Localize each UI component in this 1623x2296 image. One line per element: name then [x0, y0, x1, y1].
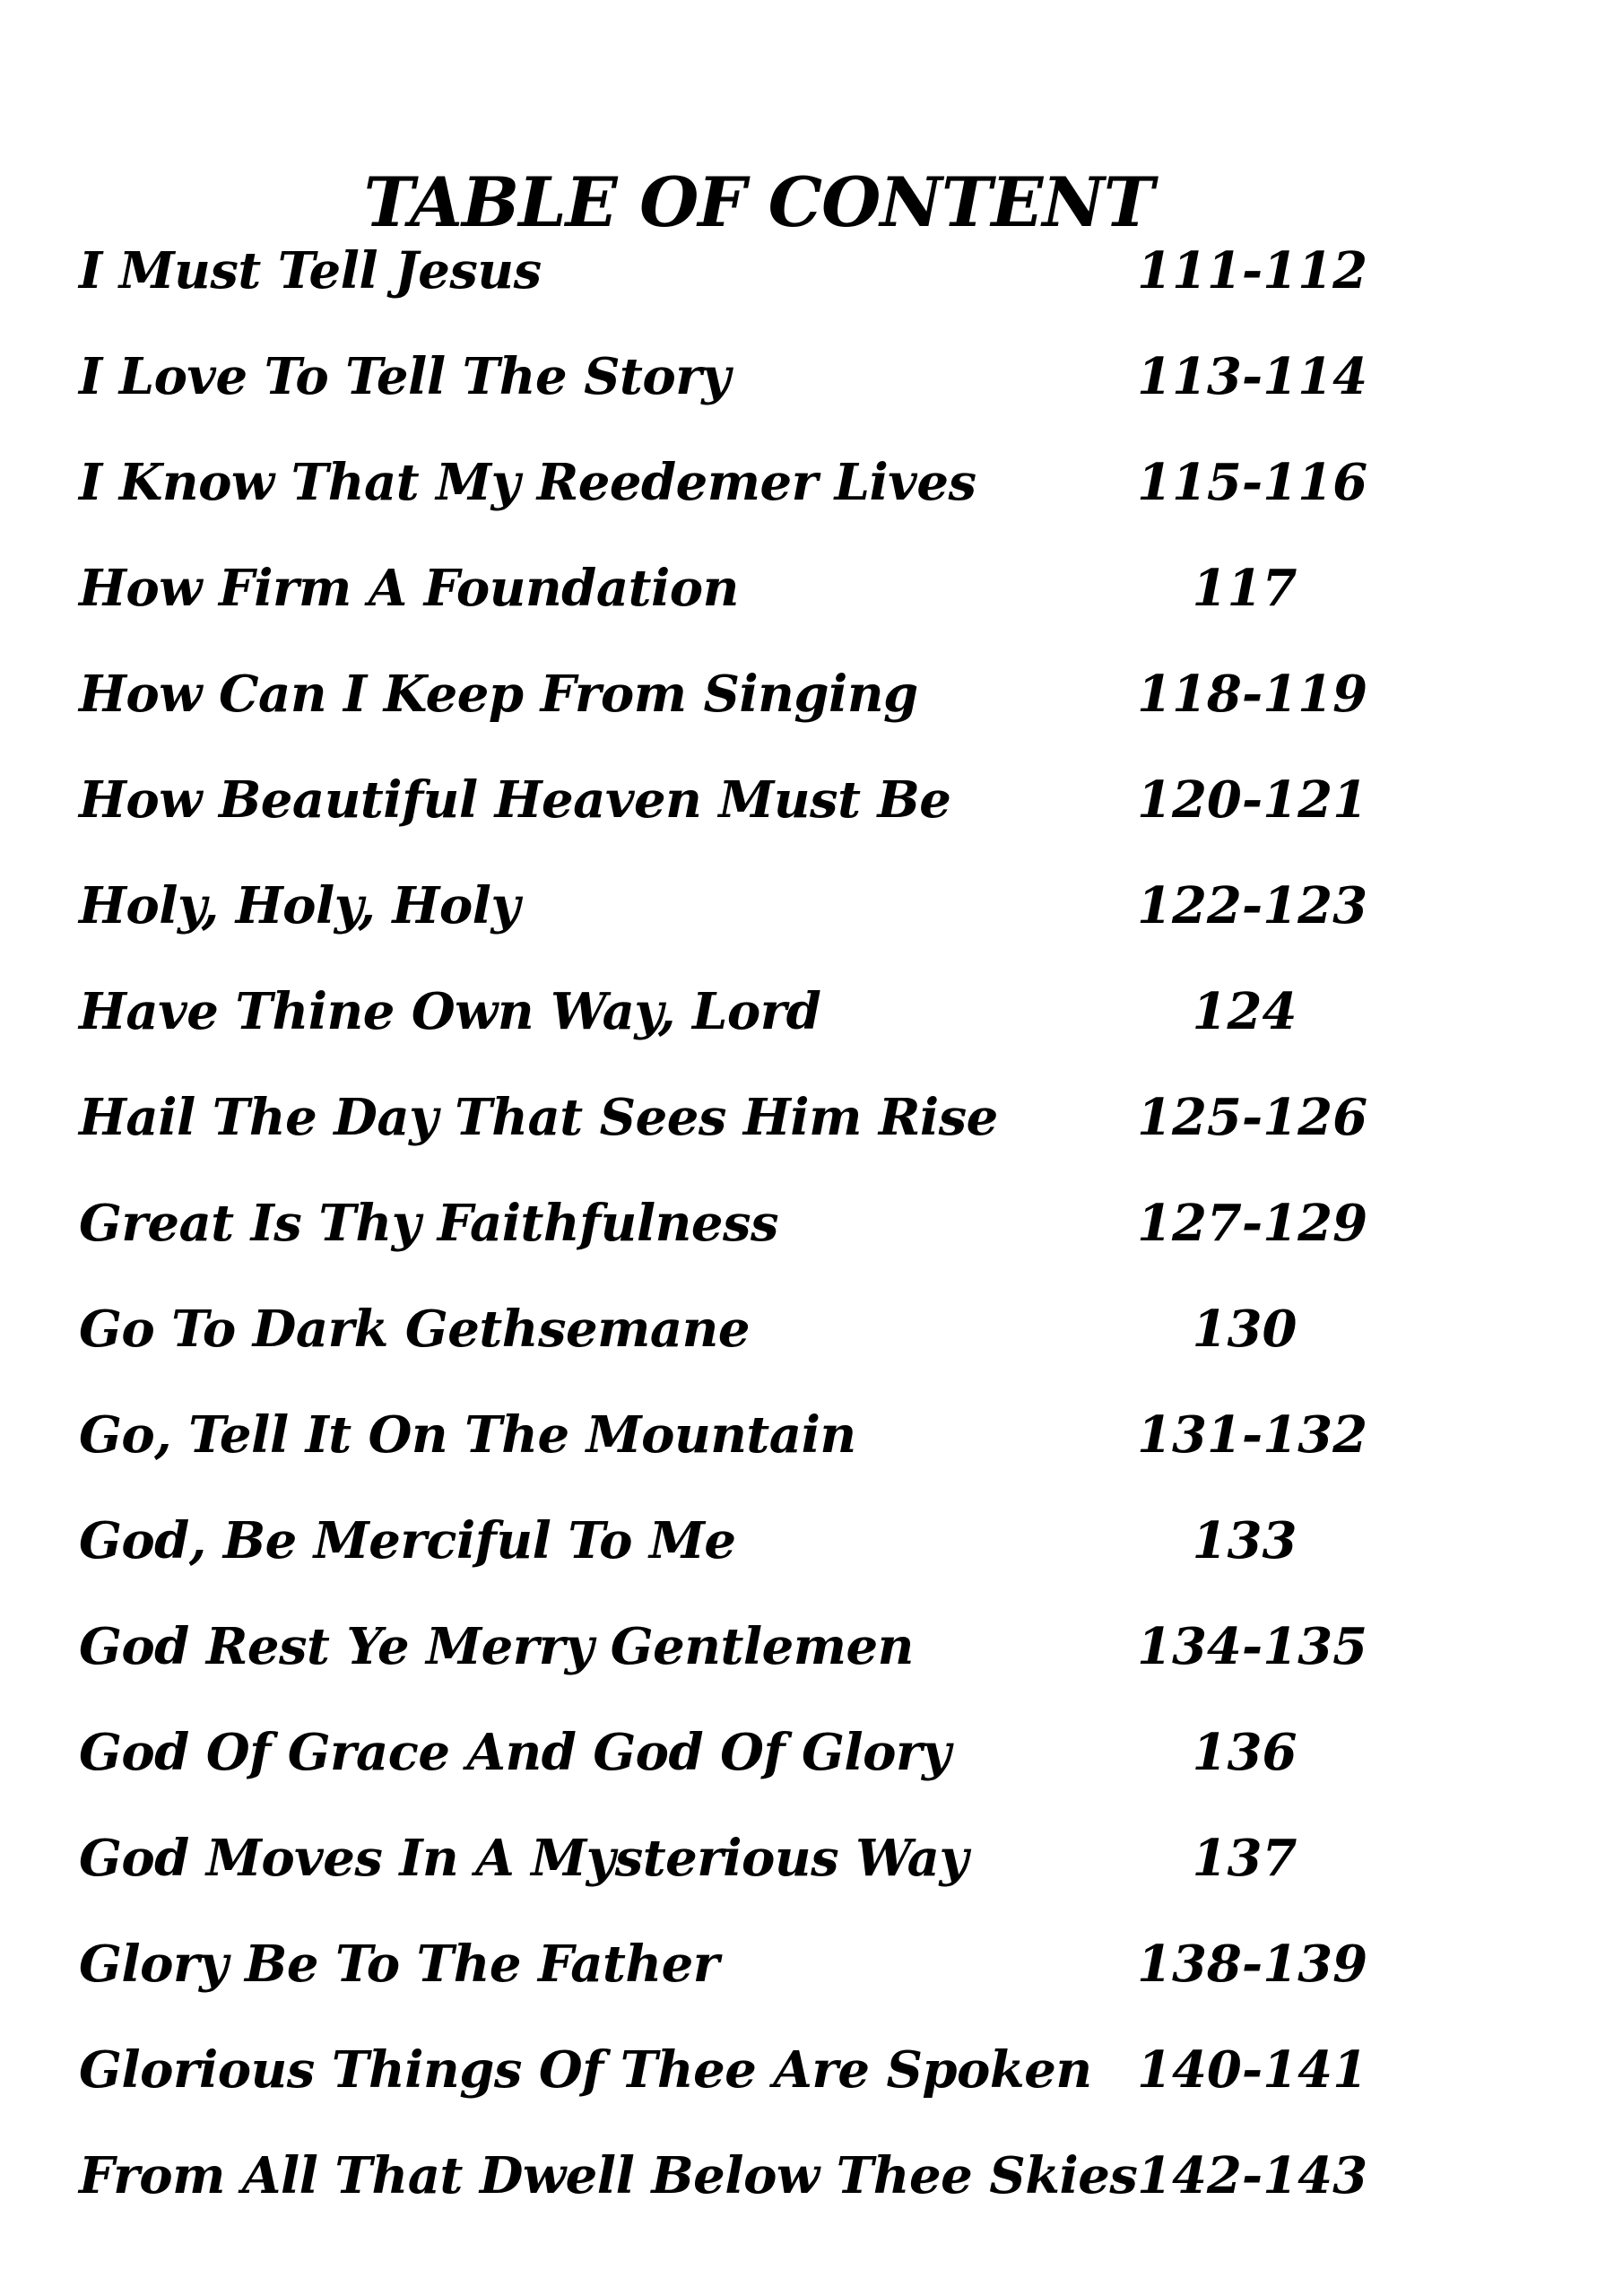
- toc-entry: [79, 1178, 1379, 1284]
- toc-entry-title: I Must Tell Jesus: [79, 241, 542, 300]
- toc-entry: [79, 332, 1379, 438]
- toc-entry-pages: 125-126: [1137, 1088, 1368, 1147]
- toc-entry-title: I Love To Tell The Story: [79, 347, 731, 406]
- toc-entry-pages: 115-116: [1137, 453, 1368, 512]
- toc-entry-title: Holy, Holy, Holy: [79, 876, 520, 935]
- page-title: TABLE OF CONTENT: [363, 161, 1154, 242]
- toc-entry: [79, 1813, 1379, 1919]
- toc-entry-pages: 137: [1192, 1829, 1298, 1888]
- toc-entry-title: Go To Dark Gethsemane: [79, 1300, 750, 1359]
- toc-entry-pages: 113-114: [1137, 347, 1368, 406]
- toc-entry: [79, 1390, 1379, 1496]
- table-of-contents: [79, 226, 1379, 2237]
- toc-entry-title: God Rest Ye Merry Gentlemen: [79, 1617, 914, 1676]
- toc-entry-pages: 136: [1192, 1723, 1298, 1782]
- toc-entry: [79, 2131, 1379, 2237]
- toc-entry-title: Have Thine Own Way, Lord: [79, 982, 821, 1041]
- toc-entry-pages: 117: [1192, 559, 1298, 618]
- toc-entry: [79, 438, 1379, 544]
- toc-entry-pages: 130: [1192, 1300, 1298, 1359]
- toc-entry-title: God Of Grace And God Of Glory: [79, 1723, 951, 1782]
- toc-entry: [79, 1284, 1379, 1390]
- toc-entry-title: Glorious Things Of Thee Are Spoken: [79, 2040, 1092, 2100]
- toc-entry-title: Go, Tell It On The Mountain: [79, 1405, 856, 1465]
- toc-entry-pages: 118-119: [1137, 665, 1368, 724]
- toc-entry-pages: 140-141: [1137, 2040, 1368, 2100]
- toc-entry-title: I Know That My Reedemer Lives: [79, 453, 976, 512]
- toc-entry: [79, 1602, 1379, 1708]
- toc-entry: [79, 2025, 1379, 2131]
- toc-entry: [79, 967, 1379, 1073]
- toc-entry-pages: 131-132: [1137, 1405, 1368, 1465]
- toc-entry-title: How Beautiful Heaven Must Be: [79, 770, 951, 830]
- toc-entry: [79, 1073, 1379, 1178]
- toc-entry-pages: 124: [1192, 982, 1298, 1041]
- toc-entry: [79, 755, 1379, 861]
- toc-entry-pages: 120-121: [1137, 770, 1368, 830]
- toc-entry-pages: 134-135: [1137, 1617, 1368, 1676]
- toc-entry: [79, 1708, 1379, 1813]
- toc-entry-title: Great Is Thy Faithfulness: [79, 1194, 779, 1253]
- toc-entry-title: God Moves In A Mysterious Way: [79, 1829, 968, 1888]
- toc-entry-pages: 142-143: [1137, 2146, 1368, 2205]
- toc-entry: [79, 861, 1379, 967]
- toc-entry: [79, 544, 1379, 649]
- toc-entry: [79, 649, 1379, 755]
- toc-entry-title: How Firm A Foundation: [79, 559, 739, 618]
- toc-entry: [79, 226, 1379, 332]
- toc-entry-pages: 127-129: [1137, 1194, 1368, 1253]
- toc-entry-pages: 111-112: [1137, 241, 1368, 300]
- toc-entry-title: From All That Dwell Below Thee Skies: [79, 2146, 1138, 2205]
- toc-entry: [79, 1496, 1379, 1602]
- toc-entry-pages: 133: [1192, 1511, 1298, 1570]
- toc-entry: [79, 1919, 1379, 2025]
- toc-entry-title: How Can I Keep From Singing: [79, 665, 918, 724]
- toc-entry-pages: 138-139: [1137, 1935, 1368, 1994]
- toc-entry-title: Glory Be To The Father: [79, 1935, 719, 1994]
- toc-entry-pages: 122-123: [1137, 876, 1368, 935]
- toc-entry-title: Hail The Day That Sees Him Rise: [79, 1088, 998, 1147]
- toc-entry-title: God, Be Merciful To Me: [79, 1511, 736, 1570]
